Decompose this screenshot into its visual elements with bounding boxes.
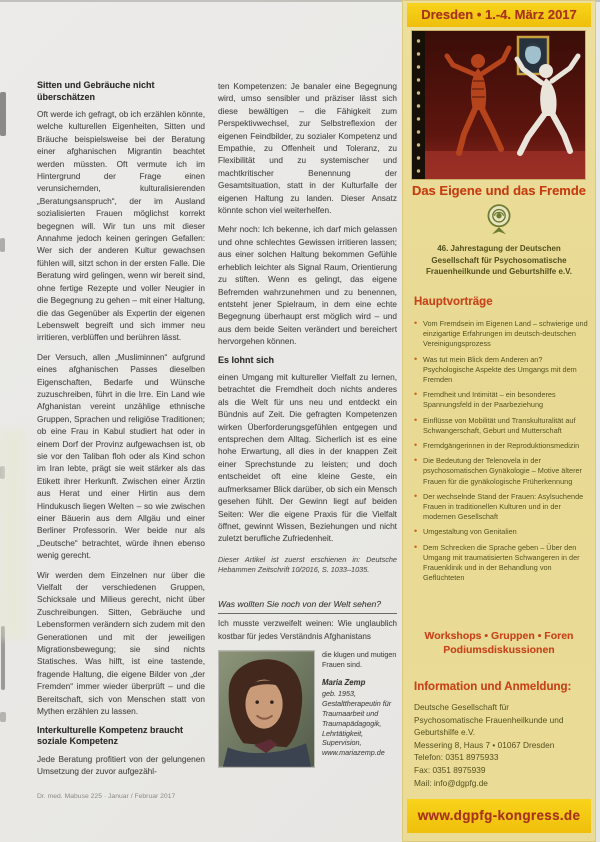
lecture-text: Dem Schrecken die Sprache geben – Über den Umgang mit traumatisierten Schwangeren in der Frauenklinik und in der Behandlung von Geflüchteten [423, 542, 580, 583]
section-heading: Sitten und Gebräuche nicht überschätzen [37, 80, 155, 102]
article-column-2 [218, 80, 397, 804]
contact-line: Telefon: 0351 8975933 [414, 752, 499, 763]
section-heading: Es lohnt sich [218, 354, 275, 365]
dgpfg-rose-logo [402, 203, 596, 244]
section-heading: Interkulturelle Kompetenz braucht soziale Kompetenz [37, 724, 184, 746]
bullet-icon: • [414, 440, 418, 451]
author-bio-row [218, 650, 397, 768]
answer-line: Ich musste verzweifelt weinen: Wie unglaublich kostbar für jedes Verständnis Afghanistans [218, 619, 397, 641]
bullet-icon: • [414, 353, 418, 364]
author-photo [218, 650, 315, 768]
lecture-item [414, 543, 591, 584]
bullet-icon: • [414, 389, 418, 400]
contact-line: Messering 8, Haus 7 • 01067 Dresden [414, 739, 555, 750]
author-bio-text: geb. 1953, Gestalttherapeutin für Traumaarbeit und Traumapädagogik, Lehrtätigkeit, Supervision, www.mariazemp.de [322, 689, 392, 758]
lecture-item [414, 456, 591, 487]
lecture-text: Einflüsse von Mobilität und Transkulturalität auf Schwangerschaft, Geburt und Mutterschaft [423, 415, 576, 435]
contact-line: Psychosomatische Frauenheilkunde und [414, 714, 564, 725]
author-bio [322, 650, 397, 768]
bullet-icon: • [414, 414, 418, 425]
scan-artifact [0, 712, 6, 722]
lecture-item [414, 527, 591, 537]
lecture-text: Fremdheit und Intimität – ein besonderes Spannungsfeld in der Paarbeziehung [423, 390, 556, 410]
website-banner: www.dgpfg-kongress.de [407, 799, 591, 833]
lecture-item [414, 416, 591, 436]
question-line: Was wollten Sie noch von der Welt sehen? [218, 598, 382, 609]
paragraph: Mehr noch: Ich bekenne, ich darf mich gelassen und ohne schlechtes Gewissen irritieren lassen; aus einer solchen Haltung bekommen Gefühle erheblich leichter als Signal Raum, Orientierung zu stiften. Wenn es gelingt, das eigene Befremden wahrzunehmen und zu benennen, entsteht jener Spielraum, in dem eine echte Begegnung überhaupt erst möglich wird – und aus dem beide Seiten verändert und bereichert hervorgehen können. [218, 224, 397, 347]
author-name: Maria Zemp [322, 677, 366, 687]
contact-line: Deutsche Gesellschaft für [414, 702, 509, 712]
congress-subtitle: 46. Jahrestagung der Deutschen Gesellschaft für Psychosomatische Frauenheilkunde und Geburtshilfe e.V. [426, 244, 572, 276]
contact-line: Geburtshilfe e.V. [414, 727, 476, 738]
lectures-list [414, 319, 591, 588]
info-heading: Information und Anmeldung: [414, 681, 572, 693]
paragraph: einen Umgang mit kultureller Vielfalt zu lernen, betrachtet die Fremdheit doch nichts anderes als die Welt für uns neu und entdeckt ein Bündnis auf Zeit. Die gefragten Kompetenzen wirken Überforderungsgefühlen entgegen und entsprechen dem Alltag. Sicherlich ist es eine hohe Erwartung, all dies in der knappen Zeit einer Sprechstunde zu leisten; und doch entscheidet oft eine kleine Geste, ein aufmerksamer Blick darüber, ob sich ein Mensch gesehen fühlt. Der Gewinn liegt auf beiden Seiten: Wer die eigene Praxis für die Vielfalt öffnet, gewinnt Wissen, Beziehungen und nicht zuletzt berufliche Zufriedenheit. [218, 372, 397, 544]
paragraph: Jede Beratung profitiert von der gelungenen Umsetzung der zuvor aufgezähl- [37, 753, 205, 776]
contact-line: Fax: 0351 8975939 [414, 764, 486, 775]
article-column-1 [37, 80, 205, 804]
bio-lead: die klugen und mutigen Frauen sind. [322, 649, 397, 669]
congress-title: Das Eigene und das Fremde [411, 183, 587, 198]
bullet-icon: • [414, 541, 418, 552]
bullet-icon: • [414, 526, 418, 537]
lecture-text: Umgestaltung von Genitalien [423, 527, 517, 537]
bullet-icon: • [414, 318, 418, 328]
lecture-item [414, 319, 591, 350]
formats-line-1: Workshops • Gruppen • Foren [424, 630, 574, 642]
lecture-text: Vom Fremdsein im Eigenen Land – schwierige und einzigartige Erfahrungen im deutsch-deutschen Vereinigungsprozess [423, 319, 588, 349]
paragraph: ten Kompetenzen: Je banaler eine Begegnung wird, umso sensibler und präziser lässt sich diese bewältigen – die Fähigkeit zum Perspektivwechsel, zur Selbstreflexion der eigenen Feindbilder, zu sozialer Kompetenz und Empathie, zu Offenheit und Toleranz, zu Flexibilität und zu systemischer und machtkritischer Benennung der Gesamtsituation, statt in der Kulturfalle der eigenen Haltung zu landen. Dieser Ansatz könnte schon viel weiterhelfen. [218, 81, 397, 216]
portrait-image [219, 651, 314, 767]
author-question-box [218, 598, 397, 768]
lecture-item [414, 390, 591, 410]
paragraph: Der Versuch, allen „Musliminnen“ aufgrund eines afghanischen Passes dieselben Eigenschaften, Bedarfe und Wünsche zuzuschreiben, führt in die Irre. Ein Land wie Afghanistan vereint unzählige ethnische Gruppen, Sprachen und religiöse Traditionen; ob eine Frau in Kabul studiert hat oder in einem Dorf der Provinz aufgewachsen ist, ob sie vor den Taliban floh oder als Kind schon im Iran lebte, prägt sie weit stärker als das Etikett ihrer Herkunft. Zwischen einer Ärztin aus Herat und einer Hirtin aus dem Hindukusch liegen Welten – so wie zwischen einer Bäuerin aus dem Allgäu und einer Berliner Professorin. Wer beide nur als „Deutsche“ betrachtet, würde ihnen ebenso wenig gerecht. [37, 351, 205, 561]
lecture-item [414, 355, 591, 386]
article-body [37, 80, 397, 804]
dancers-painting [412, 31, 585, 179]
source-note: Dieser Artikel ist zuerst erschienen in: Deutsche Hebammen Zeitschrift 10/2016, S. 1033–1035. [218, 554, 397, 575]
lecture-item [414, 441, 591, 451]
formats-line-2: Podiumsdiskussionen [443, 644, 555, 656]
scan-artifact [0, 92, 6, 136]
paragraph: Oft werde ich gefragt, ob ich erzählen könnte, welche kulturellen Eigenheiten, Sitten und Bräuche beispielsweise bei der Beratung einer afghanischen Migrantin beachtet werden müssten. Oft vermute ich im Hintergrund der Frage einen verunsichernden, kulturalisierenden „Beratungsanspruch“, der im Ausland sozialisierten Frauen möglichst korrekt begegnen will. Wir tun uns mit dieser Annahme jedoch keinen geringen Gefallen: Wer sich der anderen Kultur gewachsen fühlen will, sitzt schon in der ersten Falle. Die Beratung wird gelingen, wenn wir bereit sind, ohne fertige Rezepte und voller Neugier in die Begegnung zu gehen – mit einer Haltung, die das Gegenüber als Expertin der eigenen Lebenswelt begreift und sich immer neu irritieren, verblüffen und berühren lässt. [37, 109, 205, 343]
rose-icon [484, 203, 514, 239]
bullet-icon: • [414, 455, 418, 466]
lectures-heading: Hauptvorträge [414, 296, 493, 308]
page-footer: Dr. med. Mabuse 225 · Januar / Februar 2017 [37, 793, 176, 801]
contact-block [414, 701, 588, 789]
lecture-text: Die Bedeutung der Telenovela in der psychosomatischen Gynäkologie – Motive älterer Frauen für die gynäkologische Früherkennung [423, 456, 582, 486]
congress-formats [402, 629, 596, 657]
scan-artifact [0, 238, 5, 252]
contact-line: Mail: info@dgpfg.de [414, 777, 488, 788]
date-banner: Dresden • 1.-4. März 2017 [407, 3, 591, 27]
congress-artwork [412, 31, 585, 179]
congress-sidebar [402, 0, 596, 842]
bullet-icon: • [414, 490, 418, 501]
lecture-text: Fremdgängerinnen in der Reproduktionsmedizin [423, 441, 580, 451]
scan-artifact [0, 430, 26, 640]
lecture-text: Was tut mein Blick dem Anderen an? Psychologische Aspekte des Umgangs mit dem Fremden [423, 354, 577, 385]
lecture-text: Der wechselnde Stand der Frauen: Asylsuchende Frauen in traditionellen Kulturen und in der modernen Gesellschaft [423, 491, 584, 522]
divider [218, 613, 397, 614]
paragraph: Wir werden dem Einzelnen nur über die Vielfalt der verschiedenen Gruppen, Schicksale und Milieus gerecht, nicht über Zuschreibungen. Sitten, Gebräuche und Lebensformen verändern sich zudem mit den Generationen und mit der jeweiligen Migrationsbewegung; sie sind nichts Statisches. Was hilft, ist eine tastende, fragende Haltung, die eigene Bilder von „der Fremden“ immer wieder überprüft – und die Bereitschaft, sich von Menschen statt von Mythen erzählen zu lassen. [37, 569, 205, 717]
lecture-item [414, 492, 591, 523]
